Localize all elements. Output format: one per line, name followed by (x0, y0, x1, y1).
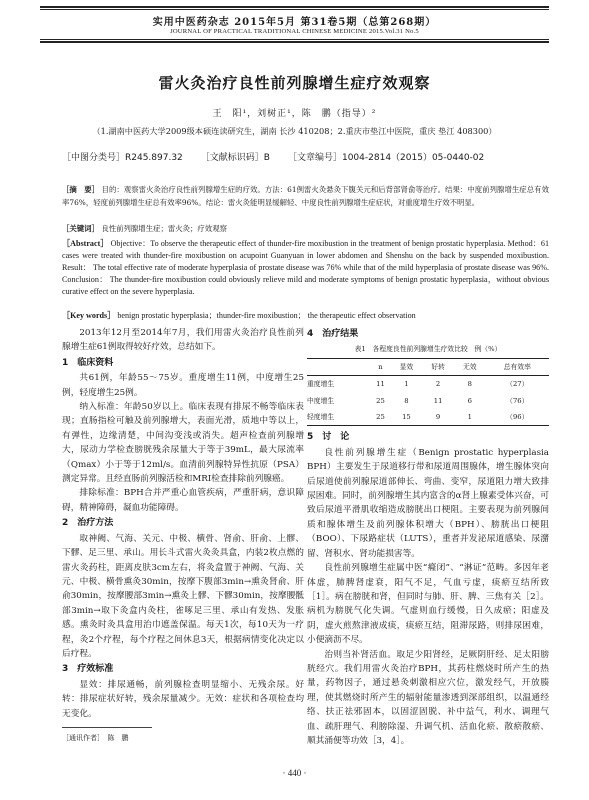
table-cell: 1 (404, 380, 409, 389)
discussion-paragraph-2: 良性前列腺增生症属中医“癃闭”、“淋证”范畴。多因年老体虚，肺脾肾虚衰，阳气不足，气血亏虚，痰瘀互结所致［1］。病在膀胱和肾，但同时与肺、肝、脾、三焦有关［2］。病机为膀胱气化失调。气虚则血行缓慢，日久成瘀；阳虚及阴，虚火煎熬津液成痰，痰瘀互结，阻滞尿路，则排尿困难，小便滴沥不尽。 (307, 563, 549, 646)
table-cell: 轻度增生 (307, 413, 335, 422)
intro-paragraph: 2013年12月至2014年7月，我们用雷火灸治疗良性前列腺增生症61例取得较好疗效，总结如下。 (62, 328, 304, 353)
abstract-cn-text: 目的：观察雷火灸治疗良性前列腺增生症的疗效。方法：61例雷火灸悬灸下腹关元和后背部肾俞等治疗。结果：中度前列腺增生症总有效率76%，轻度前列腺增生症总有效率96%。结论：雷火灸能明显缓解轻、中度良性前列腺增生症症状，对重度增生疗效不明显。 (62, 185, 549, 207)
table-cell: （96） (506, 413, 529, 422)
table-cell: 9 (435, 413, 441, 422)
section-heading-efficacy-criteria: 3 疗效标准 (62, 664, 114, 675)
keywords-cn-text: 良性前列腺增生症；雷火灸；疗效观察 (101, 224, 227, 233)
table-cell: 2 (435, 380, 441, 389)
article-authors: 王 阳¹，刘树正¹，陈 鹏（指导）² (212, 109, 377, 119)
treatment-paragraph: 取神阙、气海、关元、中极、横骨、肾俞、肝俞、上髎、下髎、足三里、承山。用长斗式雷火灸灸具盒，内装2枚点燃的雷火灸药柱，距离皮肤3cm左右，将灸盒置于神阙、气海、关元、中极、横骨熏灸30min，按摩下腹部3min→熏灸肾俞、肝俞30min，按摩腰部3min→熏灸上髎、下髎30min，按摩腰骶部3min→取下灸盒内灸柱，雀啄足三里、承山有发热、发胀感。熏灸时灸具盒用治巾遮盖保温。每天1次，每10天为一疗程，灸2个疗程，每个疗程之间休息3天，根据病情变化决定以后疗程。 (62, 533, 304, 659)
table-cell: 25 (376, 396, 385, 405)
results-table (307, 358, 549, 427)
table-cell: 重度增生 (307, 380, 335, 389)
table-header-cell: 无效 (462, 362, 477, 371)
exclusion-criteria-paragraph: 排除标准：BPH合并严重心血管疾病，严重肝病，意识障碍，精神障碍，凝血功能障碍。 (62, 488, 304, 513)
table-cell: 中度增生 (307, 396, 335, 405)
discussion-paragraph-3: 治则当补肾活血。取足少阳肾经，足厥阴肝经、足太阳膀胱经穴。我们用雷火灸治疗BPH，其药柱燃烧时所产生的热量，药物因子，通过悬灸刺激相应穴位，激发经气，开放腠理，使其燃烧时所产生的辐射能量渗透到深部组织，以温通经络、扶正祛邪固本，以固涩固脱、补中益气，利水、调理气血、疏肝理气、利膀除湿、升调气机、活血化瘀、散瘀散瘀、顺其涌便等功效［3，4］。 (307, 649, 549, 746)
table-cell: 1 (467, 413, 472, 422)
table-cell: 8 (404, 396, 409, 405)
table-cell: 11 (376, 380, 385, 389)
discussion-paragraph-1: 良性前列腺增生症（Benign prostatic hyperplasia BPH）主要发生于尿道移行带和尿道周围腺体，增生腺体突向后尿道使前列腺尿道部伸长、弯曲、变窄，尿道阻力增大致排尿困难。同时，前列腺增生其内富含的α肾上腺素受体兴奋，可致后尿道平滑肌收缩造成膀胱出口梗阻。主要表现为前列腺间质和腺体增生及前列腺体积增大（BPH）、膀胱出口梗阻（BOO）、下尿路症状（LUTS），重者并发泌尿道感染、尿潴留、肾积水、肾功能损害等。 (307, 447, 549, 559)
journal-title-en: JOURNAL OF PRACTICAL TRADITIONAL CHINESE MEDICINE 2015.Vol.31 No.5 (170, 28, 419, 35)
journal-title-cn: 实用中医药杂志 2015年5月 第31卷5期（总第268期） (152, 17, 437, 28)
page-number: · 440 · (282, 768, 307, 778)
right-column (307, 326, 549, 748)
efficacy-criteria-paragraph: 显效：排尿通畅，前列腺检查明显缩小、无残余尿。好转：排尿症状好转，残余尿量减少。无效：症状和各项检查均无变化。 (62, 679, 304, 719)
footnote-rule (62, 727, 152, 728)
table-row (307, 409, 549, 426)
keywords-cn (62, 222, 549, 235)
left-column (62, 326, 304, 721)
table-cell: 15 (402, 413, 411, 422)
table-row (307, 393, 549, 409)
section-heading-discussion: 5 讨 论 (307, 432, 350, 443)
table-header-row (307, 358, 549, 375)
header-rule-top (40, 6, 549, 10)
keywords-en (62, 309, 549, 322)
table-caption: 表1 各程度良性前列腺增生疗效比较 例（%） (354, 345, 502, 354)
table-header-cell: n (378, 362, 383, 371)
table-cell: 8 (467, 380, 472, 389)
abstract-en (62, 238, 549, 298)
section-heading-results: 4 治疗结果 (307, 329, 359, 339)
table-row (307, 376, 549, 393)
keywords-en-label: ［Key words］ (62, 311, 116, 320)
table-cell: （76） (506, 396, 529, 405)
table-cell: （27） (506, 380, 529, 389)
clc-number: ［中图分类号］R245.897.32 (62, 153, 183, 163)
keywords-en-text: benign prostatic hyperplasia；thunder-fire moxibustion； the therapeutic effect observation (117, 311, 416, 320)
abstract-cn (62, 183, 549, 209)
table-cell: 25 (376, 413, 385, 422)
table-cell: 11 (433, 396, 443, 405)
section-heading-treatment: 2 治疗方法 (62, 518, 114, 529)
footnote-corresponding-author: ［通讯作者］ 陈 鹏 (62, 734, 129, 742)
section-heading-clinical-data: 1 临床资料 (62, 357, 114, 368)
abstract-en-text: Objective：To observe the therapeutic effect of thunder-fire moxibustion in the treatment of benign prostatic hyperplasia. Method：61 cases were treated with thunder-fire moxibustion on acupoint Guanyuan in lower abdomen and Shenshu on the back by suspended moxibustion. Result： The total effective rate of moderate hyperplasia of prostate disease was 76% while that of the mild hyperplasia of prostate disease was 96%. Conclusion： The thunder-fire moxibustion could obviously relieve mild and moderate symptoms of benign prostatic hyperplasia，without obvious curative effect on the severe hyperplasia. (62, 239, 549, 296)
header-rule-bottom (40, 39, 549, 43)
table-header-cell (307, 358, 370, 375)
abstract-en-label: ［Abstract］ (62, 239, 109, 248)
document-code: ［文献标识码］B (200, 153, 270, 163)
table-header-cell: 总有效率 (503, 362, 531, 371)
inclusion-criteria-paragraph: 纳入标准：年龄50岁以上。临床表现有排尿不畅等临床表现；直肠指检可触及前列腺增大，表面光滑，质地中等以上，有弹性，边缘清楚，中间沟变浅或消失。超声检查前列腺增大，尿动力学检查膀胱残余尿量大于等于39mL，最大尿流率（Qmax）小于等于12ml/s。血清前列腺特异性抗原（PSA）测定异常。且经直肠前列腺活检和MRI检查排除前列腺癌。 (62, 402, 304, 485)
classification-row (62, 150, 549, 163)
clinical-data-paragraph: 共61例，年龄55～75岁。重度增生11例，中度增生25例，轻度增生25例。 (62, 373, 304, 398)
table-header-cell: 显效 (399, 362, 414, 371)
table-header-cell: 好转 (431, 362, 445, 371)
article-number: ［文章编号］1004-2814（2015）05-0440-02 (287, 153, 485, 163)
table-cell: 6 (467, 396, 472, 405)
abstract-cn-label: ［摘 要］ (62, 185, 100, 194)
article-title: 雷火灸治疗良性前列腺增生症疗效观察 (158, 74, 431, 92)
keywords-cn-label: ［关键词］ (62, 224, 99, 233)
article-affiliation: （1.湖南中医药大学2009级本硕连读研究生，湖南 长沙 410208；2.重庆市垫江中医院，重庆 垫江 408300） (92, 126, 497, 136)
